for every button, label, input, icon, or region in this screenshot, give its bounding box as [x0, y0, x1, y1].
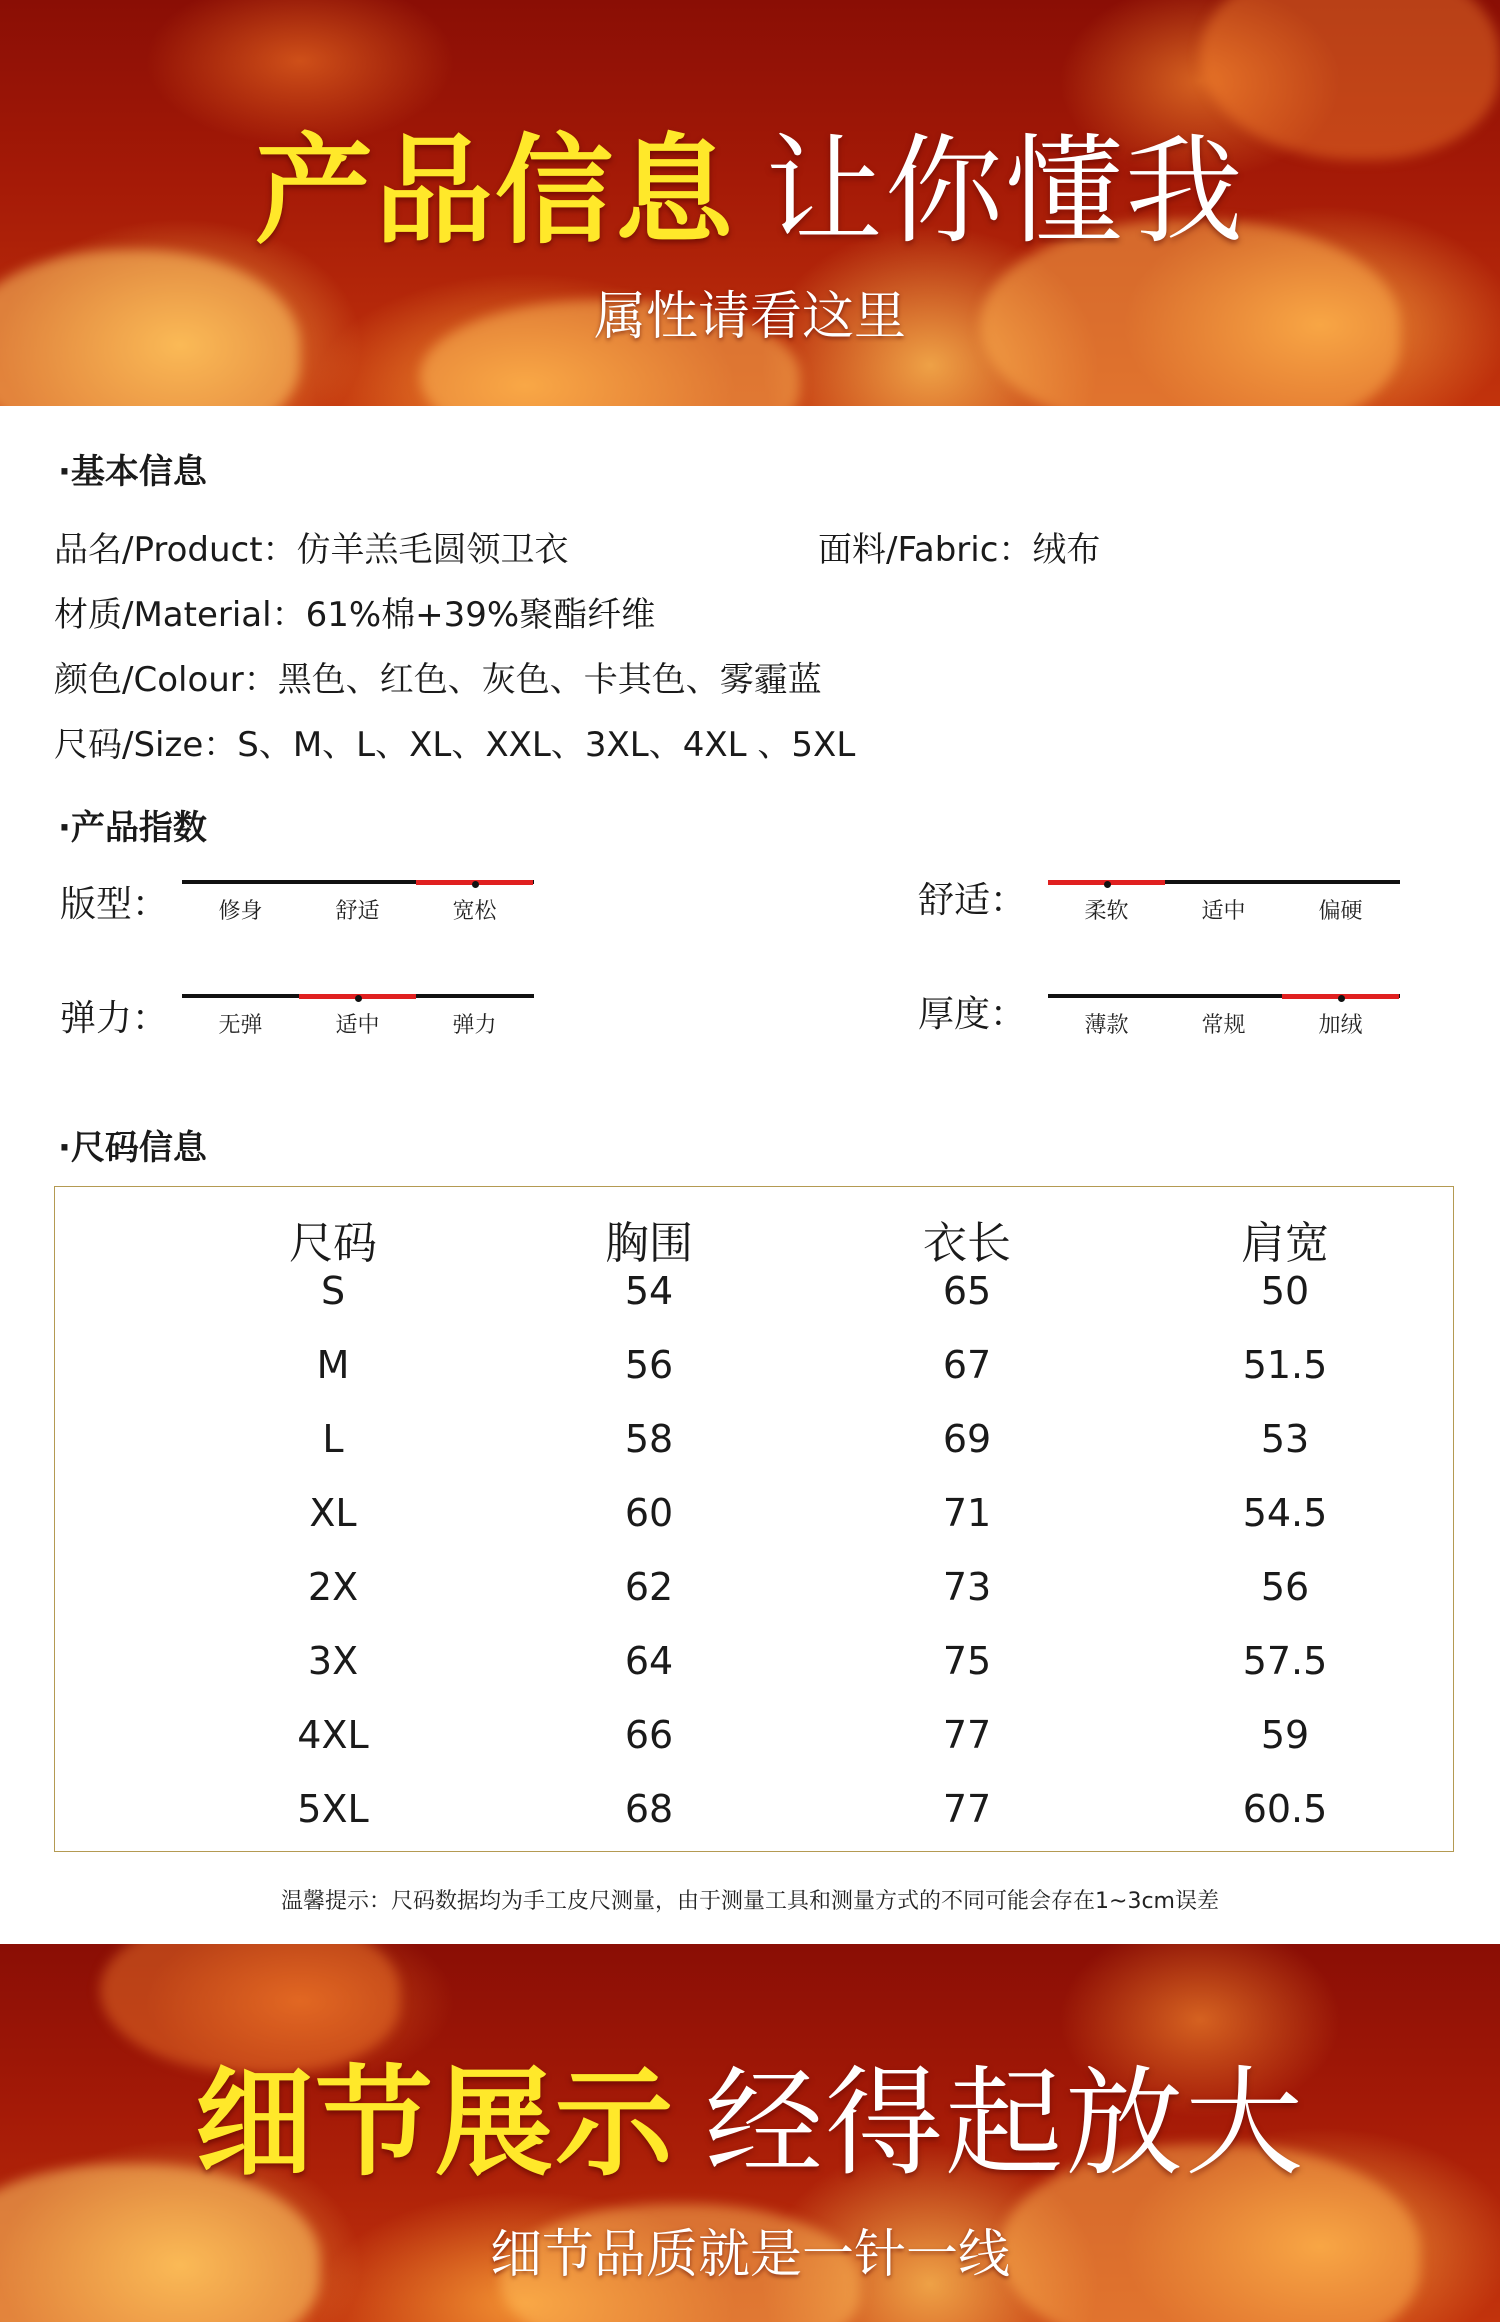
table-header-length: 衣长	[923, 1218, 1011, 1269]
footer-title	[0, 2028, 1500, 2198]
bottom-banner	[0, 1944, 1500, 2322]
cell-size: L	[322, 1417, 344, 1461]
footer-subtitle: 细节品质就是一针一线	[489, 2225, 1010, 2285]
cell-length: 67	[942, 1343, 992, 1387]
cell-length: 75	[942, 1639, 992, 1683]
cell-chest: 54	[624, 1269, 674, 1313]
colour: 颜色/Colour：黑色、红色、灰色、卡其色、雾霾蓝	[54, 660, 822, 700]
scale-tick	[472, 881, 479, 888]
scale-option: 弹力	[452, 1013, 497, 1038]
cell-size: M	[316, 1343, 350, 1387]
header-subtitle: 属性请看这里	[593, 287, 906, 347]
scale-option: 常规	[1201, 1013, 1246, 1038]
scale-option: 加绒	[1318, 1013, 1363, 1038]
material: 材质/Material：61%棉+39%聚酯纤维	[54, 595, 656, 635]
scale-option: 修身	[218, 899, 263, 924]
scale-option: 薄款	[1084, 1013, 1129, 1038]
scale-option: 偏硬	[1318, 899, 1363, 924]
footer-title-rest: 经得起放大	[705, 2054, 1306, 2192]
cell-chest: 60	[624, 1491, 674, 1535]
cell-shoulder: 56	[1260, 1565, 1310, 1609]
cell-length: 69	[942, 1417, 992, 1461]
cell-shoulder: 54.5	[1242, 1491, 1328, 1535]
cell-shoulder: 50	[1260, 1269, 1310, 1313]
header-title-rest: 让你懂我	[765, 122, 1246, 260]
scale-label-elasticity: 弹力：	[60, 998, 169, 1039]
size-list: 尺码/Size：S、M、L、XL、XXL、3XL、4XL 、5XL	[54, 725, 856, 765]
size-table	[54, 1186, 1454, 1852]
scale-label-comfort: 舒适：	[918, 880, 1027, 921]
cell-chest: 64	[624, 1639, 674, 1683]
cell-chest: 58	[624, 1417, 674, 1461]
table-header-size: 尺码	[289, 1218, 377, 1269]
size-tip: 温馨提示：尺码数据均为手工皮尺测量，由于测量工具和测量方式的不同可能会存在1~3cm误差	[281, 1889, 1219, 1914]
basic-info-title: ·基本信息	[58, 452, 207, 492]
cell-chest: 68	[624, 1787, 674, 1831]
cell-size: S	[320, 1269, 346, 1313]
scale-elasticity	[182, 994, 534, 1038]
table-header-shoulder: 肩宽	[1241, 1218, 1329, 1269]
scale-tick	[355, 995, 362, 1002]
scale-option: 柔软	[1084, 899, 1129, 924]
header-title-highlight: 产品信息	[254, 122, 735, 260]
scale-option: 适中	[335, 1013, 380, 1038]
size-info-title: ·尺码信息	[58, 1128, 207, 1168]
cell-size: 2X	[307, 1565, 359, 1609]
cell-shoulder: 51.5	[1242, 1343, 1328, 1387]
scale-option: 宽松	[452, 899, 497, 924]
scale-fit	[182, 880, 534, 924]
scale-option: 舒适	[335, 899, 380, 924]
cell-size: 4XL	[297, 1713, 369, 1757]
scale-tick	[1104, 881, 1111, 888]
scale-label-fit: 版型：	[60, 884, 169, 925]
table-header-chest: 胸围	[605, 1218, 693, 1269]
scale-tick	[1338, 995, 1345, 1002]
product-name: 品名/Product：仿羊羔毛圆领卫衣	[54, 530, 569, 570]
scale-comfort	[1048, 880, 1400, 924]
scale-label-thickness: 厚度：	[918, 994, 1027, 1035]
cell-shoulder: 59	[1260, 1713, 1310, 1757]
product-index-title: ·产品指数	[58, 808, 207, 848]
cell-chest: 56	[624, 1343, 674, 1387]
cell-chest: 66	[624, 1713, 674, 1757]
cell-shoulder: 53	[1260, 1417, 1310, 1461]
scale-option: 适中	[1201, 899, 1246, 924]
fabric: 面料/Fabric：绒布	[818, 530, 1101, 570]
cell-length: 71	[942, 1491, 992, 1535]
cell-shoulder: 60.5	[1242, 1787, 1328, 1831]
cell-length: 77	[942, 1713, 992, 1757]
cell-size: XL	[309, 1491, 357, 1535]
cell-length: 65	[942, 1269, 992, 1313]
cell-length: 73	[942, 1565, 992, 1609]
cell-size: 5XL	[297, 1787, 369, 1831]
cell-size: 3X	[307, 1639, 359, 1683]
cell-shoulder: 57.5	[1242, 1639, 1328, 1683]
scale-thickness	[1048, 994, 1400, 1038]
cell-chest: 62	[624, 1565, 674, 1609]
cell-length: 77	[942, 1787, 992, 1831]
scale-option: 无弹	[218, 1013, 263, 1038]
header-title	[0, 96, 1500, 266]
top-banner	[0, 0, 1500, 406]
footer-title-highlight: 细节展示	[194, 2054, 675, 2192]
